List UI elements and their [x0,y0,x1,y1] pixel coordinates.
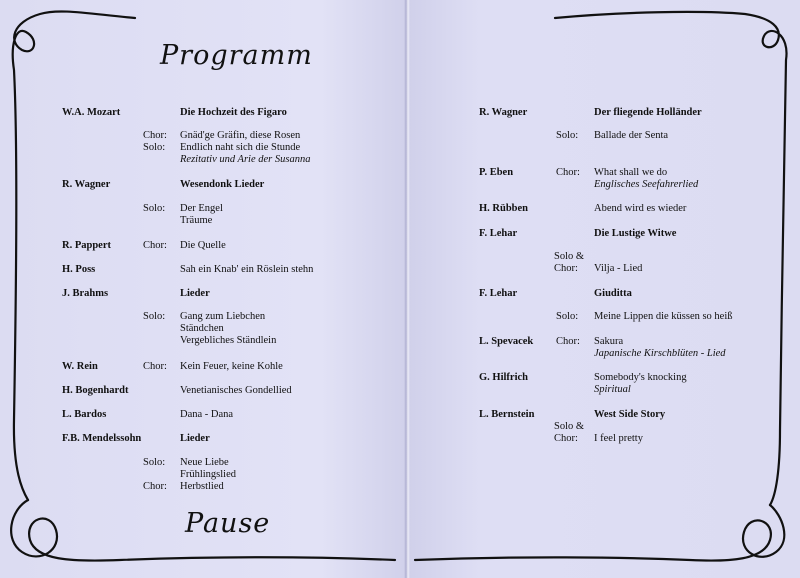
composer-mozart: W.A. Mozart [62,107,121,118]
piece-title: What shall we do [594,167,668,178]
composer-lehar: F. Lehar [479,228,518,239]
piece-title: Venetianisches Gondellied [180,385,292,396]
work-title-hollaender: Der fliegende Holländer [594,107,702,118]
performer-label: Solo: [143,457,166,468]
piece-note: Japanische Kirschblüten - Lied [594,348,726,359]
piece-title: Meine Lippen die küssen so heiß [594,311,733,322]
piece-title: Neue Liebe [180,457,229,468]
composer-wagner: R. Wagner [479,107,528,118]
work-title-lieder: Lieder [180,288,210,299]
piece-title: Ballade der Senta [594,130,669,141]
work-title-lieder: Lieder [180,433,210,444]
piece-title: Dana - Dana [180,409,234,420]
composer-bogenhardt: H. Bogenhardt [62,385,129,396]
piece-title: I feel pretty [594,433,643,444]
performer-label: Solo: [143,142,166,153]
piece-title: Herbstlied [180,481,224,492]
piece-title: Somebody's knocking [594,372,687,383]
piece-title: Ständchen [180,323,224,334]
performer-label: Solo & [554,421,585,432]
composer-hilfrich: G. Hilfrich [479,372,528,383]
performer-label: Chor: [143,361,167,372]
performer-label: Solo: [556,130,579,141]
performer-label: Chor: [143,130,167,141]
piece-title: Der Engel [180,203,223,214]
composer-eben: P. Eben [479,167,514,178]
performer-label: Chor: [143,481,167,492]
piece-title: Die Quelle [180,240,226,251]
work-title-wesendonk: Wesendonk Lieder [180,179,265,190]
composer-rubben: H. Rübben [479,203,529,214]
piece-note: Englisches Seefahrerlied [594,179,699,190]
performer-label: Solo: [143,203,166,214]
performer-label: Solo & [554,251,585,262]
composer-lehar: F. Lehar [479,288,518,299]
piece-note: Spiritual [594,384,631,395]
pause-heading: Pause [185,508,271,539]
piece-title: Gnäd'ge Gräfin, diese Rosen [180,130,301,141]
work-title-figaro: Die Hochzeit des Figaro [180,107,287,118]
composer-mendelssohn: F.B. Mendelssohn [62,433,142,444]
piece-title: Kein Feuer, keine Kohle [180,361,283,372]
piece-title: Sakura [594,336,624,347]
work-title-west-side-story: West Side Story [594,409,666,420]
performer-label: Chor: [143,240,167,251]
composer-bernstein: L. Bernstein [479,409,535,420]
composer-poss: H. Poss [62,264,96,275]
work-title-giuditta: Giuditta [594,288,632,299]
composer-wagner: R. Wagner [62,179,111,190]
performer-label: Solo: [143,311,166,322]
right-frame-curl [415,505,784,561]
performer-label: Solo: [556,311,579,322]
piece-title: Gang zum Liebchen [180,311,266,322]
piece-title: Träume [180,215,213,226]
piece-title: Vergebliches Ständlein [180,335,277,346]
left-frame-line [13,11,135,500]
performer-label: Chor: [554,263,578,274]
work-title-lustige-witwe: Die Lustige Witwe [594,228,677,239]
piece-title: Sah ein Knab' ein Röslein stehn [180,264,314,275]
composer-rein: W. Rein [62,361,98,372]
composer-bardos: L. Bardos [62,409,107,420]
performer-label: Chor: [554,433,578,444]
performer-label: Chor: [556,336,580,347]
composer-brahms: J. Brahms [62,288,109,299]
performer-label: Chor: [556,167,580,178]
right-frame-line [555,12,787,505]
composer-spevacek: L. Spevacek [479,336,534,347]
piece-note: Rezitativ und Arie der Susanna [180,154,311,165]
piece-title: Endlich naht sich die Stunde [180,142,301,153]
composer-pappert: R. Pappert [62,240,111,251]
piece-title: Vilja - Lied [594,263,643,274]
programm-heading: Programm [160,40,313,71]
piece-title: Frühlingslied [180,469,237,480]
piece-title: Abend wird es wieder [594,203,687,214]
